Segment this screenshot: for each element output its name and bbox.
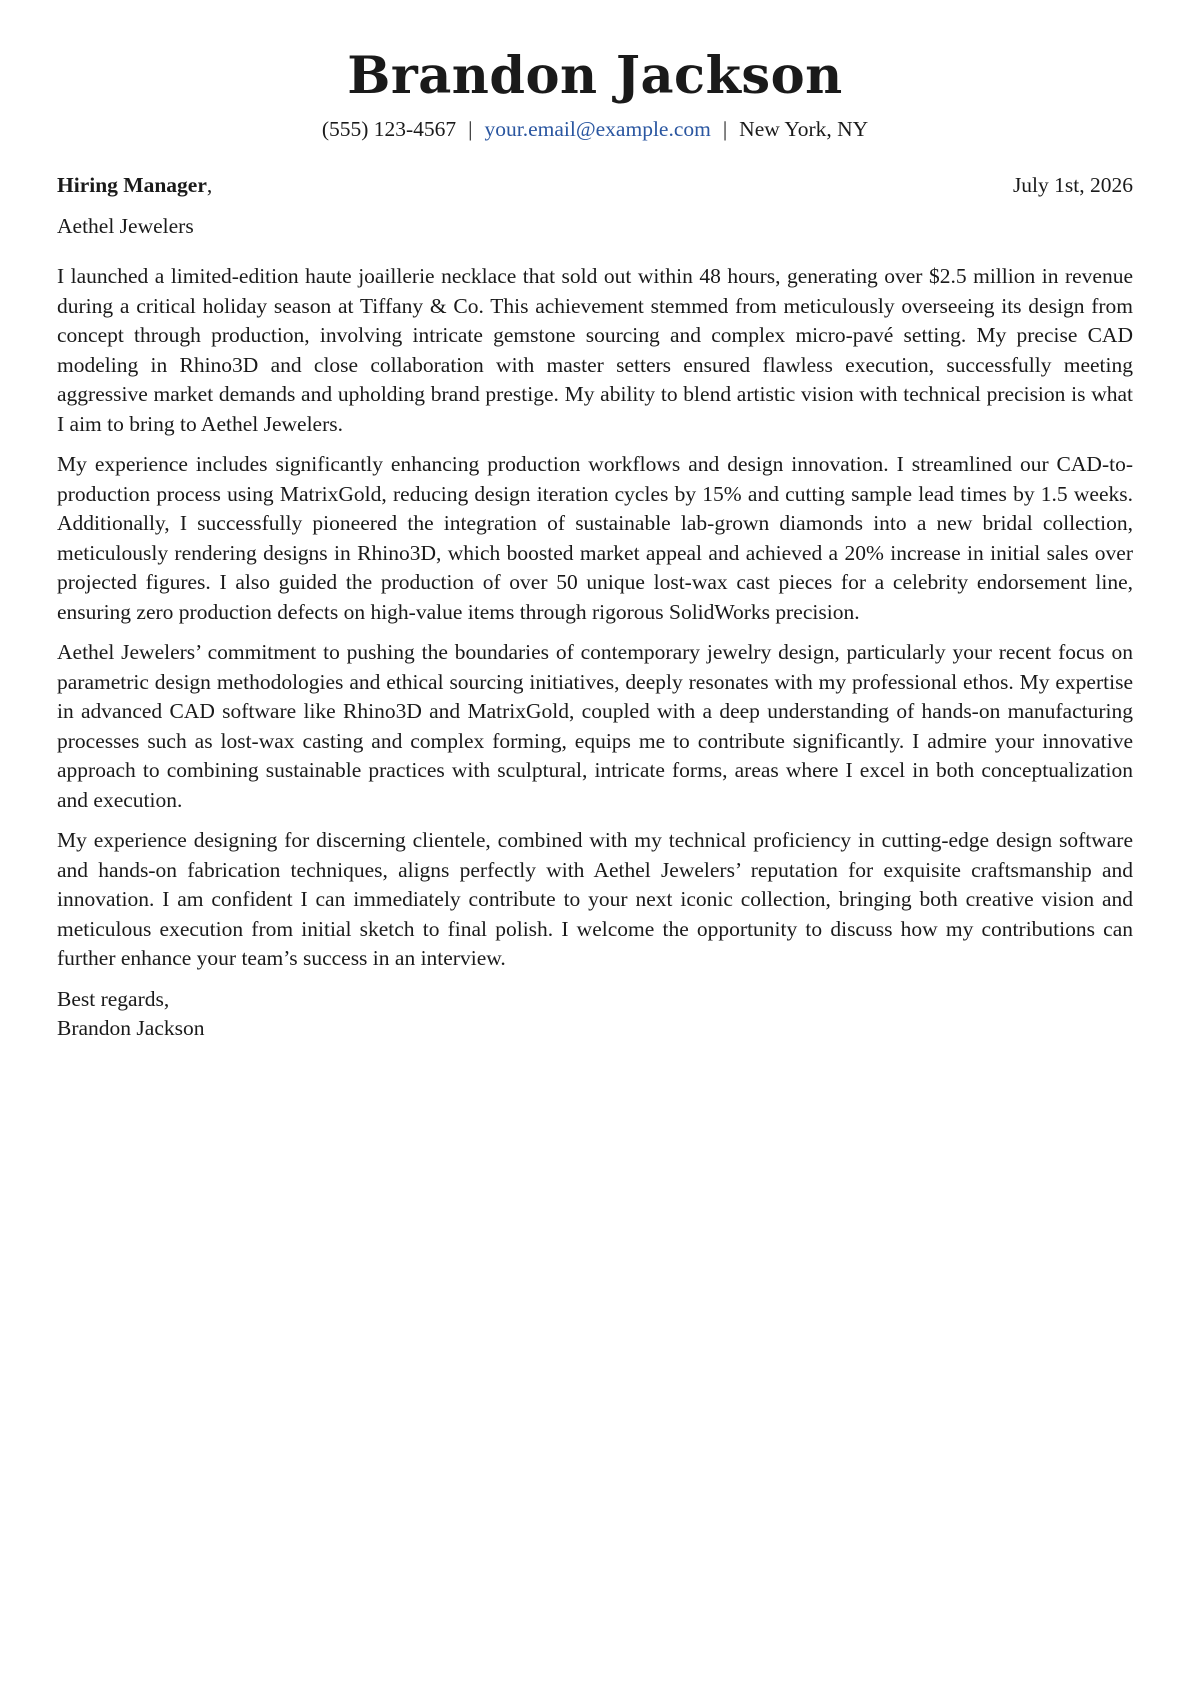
- recipient-line: [57, 170, 212, 200]
- closing-block: [57, 985, 1133, 1044]
- body-paragraph: My experience designing for discerning clientele, combined with my technical proficiency in cutting-edge design software and hands-on fabrication techniques, aligns perfectly with Aethel Jewelers’ reputation for exquisite craftsmanship and innovation. I am confident I can immediately contribute to your next iconic collection, bringing both creative vision and meticulous execution from initial sketch to final polish. I welcome the opportunity to discuss how my contributions can further enhance your team’s success in an interview.: [57, 828, 1133, 970]
- location: New York, NY: [739, 117, 869, 141]
- letter-date: July 1st, 2026: [1012, 173, 1133, 197]
- letter-body: [57, 262, 1133, 974]
- phone-number: (555) 123-4567: [321, 117, 457, 141]
- body-paragraph: I launched a limited-edition haute joaillerie necklace that sold out within 48 hours, generating over $2.5 million in revenue during a critical holiday season at Tiffany & Co. This achievement stemmed from meticulously overseeing its design from concept through production, involving intricate gemstone sourcing and complex micro-pavé setting. My precise CAD modeling in Rhino3D and close collaboration with master setters ensured flawless execution, successfully meeting aggressive market demands and upholding brand prestige. My ability to blend artistic vision with technical precision is what I aim to bring to Aethel Jewelers.: [57, 264, 1133, 436]
- recipient-name: Hiring Manager: [57, 173, 207, 197]
- contact-separator: |: [468, 117, 473, 141]
- body-paragraph: My experience includes significantly enhancing production workflows and design innovation. I streamlined our CAD-to-production process using MatrixGold, reducing design iteration cycles by 15% and cutting sample lead times by 1.5 weeks. Additionally, I successfully pioneered the integration of sustainable lab-grown diamonds into a new bridal collection, meticulously rendering designs in Rhino3D, which boosted market appeal and achieved a 20% increase in initial sales over projected figures. I also guided the production of over 50 unique lost-wax cast pieces for a celebrity endorsement line, ensuring zero production defects on high-value items through rigorous SolidWorks precision.: [57, 452, 1133, 624]
- recipient-suffix: ,: [206, 173, 213, 197]
- salutation-row: [57, 170, 1133, 200]
- contact-line: [57, 112, 1133, 146]
- signature-name: Brandon Jackson: [57, 1016, 205, 1040]
- body-paragraph: Aethel Jewelers’ commitment to pushing the boundaries of contemporary jewelry design, particularly your recent focus on parametric design methodologies and ethical sourcing initiatives, deeply resonates with my professional ethos. My expertise in advanced CAD software like Rhino3D and MatrixGold, coupled with a deep understanding of hands-on manufacturing processes such as lost-wax casting and complex forming, equips me to contribute significantly. I admire your innovative approach to combining sustainable practices with sculptural, intricate forms, areas where I excel in both conceptualization and execution.: [57, 640, 1133, 812]
- cover-letter-page: [57, 40, 1133, 1044]
- applicant-name: Brandon Jackson: [347, 46, 843, 106]
- company-name: Aethel Jewelers: [57, 214, 194, 238]
- closing-phrase: Best regards,: [57, 986, 170, 1011]
- contact-separator: |: [722, 117, 728, 141]
- email-link[interactable]: your.email@example.com: [484, 117, 711, 141]
